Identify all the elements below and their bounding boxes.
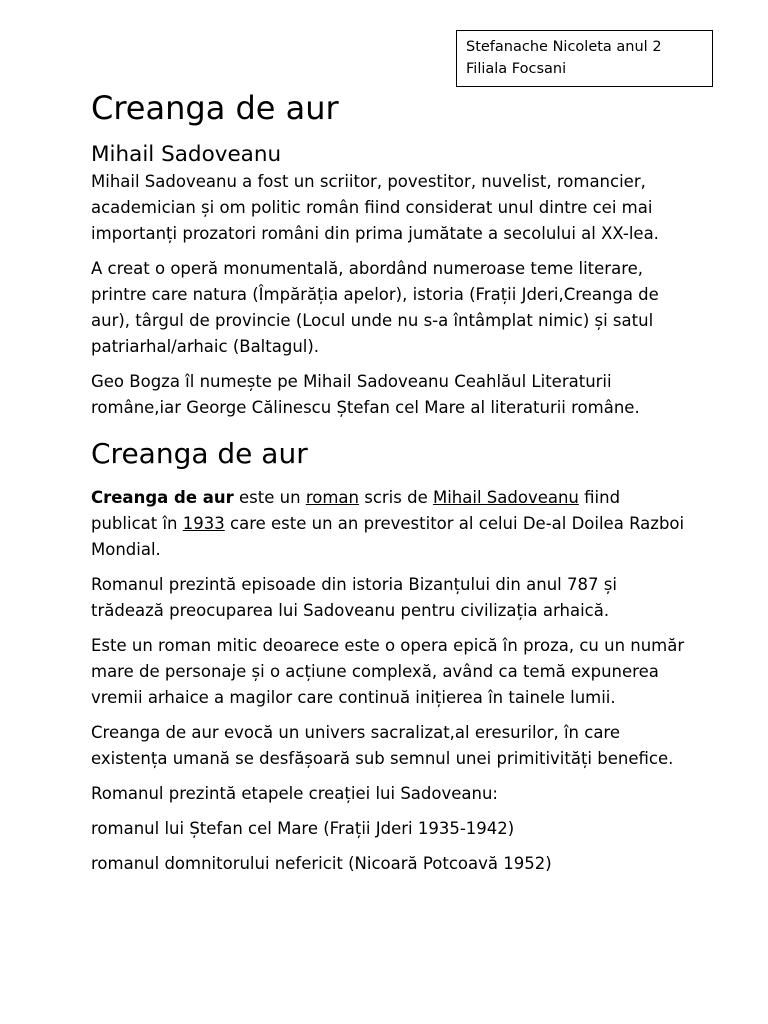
year-link[interactable]: 1933 — [182, 514, 225, 533]
section-paragraph-3: Creanga de aur evocă un univers sacralizat,al eresurilor, în care existența umană se desfășoară sub semnul unei primitivități benefice. — [91, 723, 674, 768]
section-heading: Creanga de aur — [91, 437, 308, 470]
author-paragraph-3: Geo Bogza îl numește pe Mihail Sadoveanu Ceahlăul Literaturii române,iar George Călinescu Ștefan cel Mare al literaturii române. — [91, 372, 640, 417]
section-paragraph-6: romanul domnitorului nefericit (Nicoară Potcoavă 1952) — [91, 854, 552, 873]
section-paragraph-4: Romanul prezintă etapele creației lui Sadoveanu: — [91, 784, 498, 803]
intro-text-2: scris de — [358, 488, 433, 507]
intro-paragraph — [91, 485, 691, 563]
author-box — [456, 30, 713, 87]
author-paragraph-2: A creat o operă monumentală, abordând numeroase teme literare, printre care natura (Împărăția apelor), istoria (Frații Jderi,Creanga de aur), târgul de provincie (Locul unde nu s-a întâmplat nimic) și satul patriarhal/arhaic (Baltagul). — [91, 259, 659, 356]
section-paragraph-1: Romanul prezintă episoade din istoria Bizanțului din anul 787 și trădează preocuparea lui Sadoveanu pentru civilizația arhaică. — [91, 575, 617, 620]
author-heading: Mihail Sadoveanu — [91, 142, 282, 167]
document-body — [91, 88, 691, 886]
intro-text-4: care este un an prevestitor al celui De-al Doilea Razboi Mondial. — [91, 514, 685, 559]
roman-link[interactable]: roman — [305, 488, 359, 507]
intro-text-1: este un — [233, 488, 306, 507]
author-paragraph-1: Mihail Sadoveanu a fost un scriitor, povestitor, nuvelist, romancier, academician și om politic român fiind considerat unul dintre cei mai importanți prozatori români din prima jumătate a secolului al XX-lea. — [91, 172, 659, 243]
document-title: Creanga de aur — [91, 89, 339, 127]
section-paragraph-5: romanul lui Ștefan cel Mare (Frații Jderi 1935-1942) — [91, 819, 515, 838]
author-branch-line: Filiala Focsani — [466, 61, 567, 77]
author-name-line: Stefanache Nicoleta anul 2 — [466, 39, 662, 55]
author-link[interactable]: Mihail Sadoveanu — [432, 488, 579, 507]
intro-bold-title: Creanga de aur — [91, 488, 234, 507]
section-paragraph-2: Este un roman mitic deoarece este o opera epică în proza, cu un număr mare de personaje și o acțiune complexă, având ca temă expunerea vremii arhaice a magilor care continuă inițierea în tainele lumii. — [91, 636, 685, 707]
intro-text-3: fiind publicat în — [91, 488, 621, 533]
